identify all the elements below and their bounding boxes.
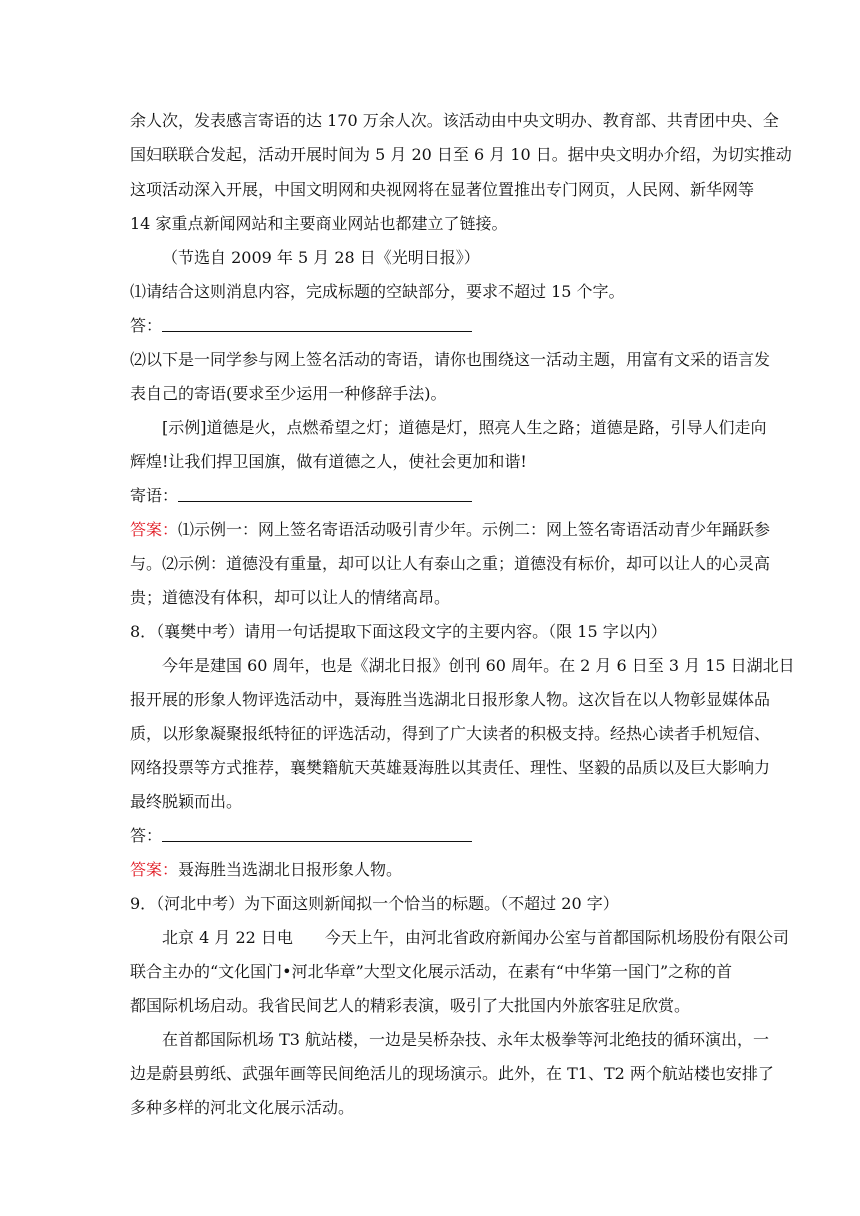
q8-passage-line: 报开展的形象人物评选活动中，聂海胜当选湖北日报形象人物。这次旨在以人物彰显媒体品 — [130, 690, 771, 709]
q8-passage-line: 网络投票等方式推荐，襄樊籍航天英雄聂海胜以其责任、理性、坚毅的品质以及巨大影响力 — [130, 758, 771, 777]
q9-passage-line: 都国际机场启动。我省民间艺人的精彩表演，吸引了大批国内外旅客驻足欣赏。 — [130, 996, 691, 1015]
q8-question: 8．（襄樊中考）请用一句话提取下面这段文字的主要内容。（限 15 字以内） — [130, 622, 667, 641]
q7-answer-line — [130, 520, 771, 540]
passage-line: 余人次，发表感言寄语的达 170 万余人次。该活动由中央文明办、教育部、共青团中央、全 — [130, 111, 779, 130]
q9-passage-line: 联合主办的“文化国门•河北华章”大型文化展示活动，在素有“中华第一国门”之称的首 — [130, 962, 733, 981]
passage-line: 14 家重点新闻网站和主要商业网站也都建立了链接。 — [130, 214, 508, 233]
q8-passage-line: 质，以形象凝聚报纸特征的评选活动，得到了广大读者的积极支持。经热心读者手机短信、 — [130, 724, 771, 743]
example-line: 辉煌!让我们捍卫国旗，做有道德之人，使社会更加和谐! — [130, 452, 527, 471]
q8-passage-line: 最终脱颖而出。 — [130, 792, 243, 811]
answer-text: ⑴示例一：网上签名寄语活动吸引青少年。示例二：网上签名寄语活动青少年踊跃参 — [178, 520, 771, 539]
q9-question: 9．（河北中考）为下面这则新闻拟一个恰当的标题。（不超过 20 字） — [130, 894, 619, 913]
source-citation: （节选自 2009 年 5 月 28 日《光明日报》） — [162, 248, 480, 267]
q9-passage-line: 边是蔚县剪纸、武强年画等民间绝活儿的现场演示。此外，在 T1、T2 两个航站楼也安排了 — [130, 1064, 774, 1083]
q9-passage-line: 多种多样的河北文化展示活动。 — [130, 1098, 355, 1117]
q9-passage-line: 北京 4 月 22 日电 今天上午，由河北省政府新闻办公室与首都国际机场股份有限公司 — [162, 928, 789, 947]
q8-passage-line: 今年是建国 60 周年，也是《湖北日报》创刊 60 周年。在 2 月 6 日至 3 月 15 日湖北日 — [162, 656, 795, 675]
example-line: [示例]道德是火，点燃希望之灯；道德是灯，照亮人生之路；道德是路，引导人们走向 — [162, 418, 767, 437]
answer-blank — [162, 331, 472, 332]
q7-part2-line: 表自己的寄语(要求至少运用一种修辞手法)。 — [130, 384, 447, 403]
q9-passage-line: 在首都国际机场 T3 航站楼，一边是吴桥杂技、永年太极拳等河北绝技的循环演出，一 — [162, 1030, 770, 1049]
q8-answer-line — [130, 860, 745, 880]
answer-text: 聂海胜当选湖北日报形象人物。 — [178, 860, 403, 879]
q7-part1: ⑴请结合这则消息内容，完成标题的空缺部分，要求不超过 15 个字。 — [130, 282, 625, 301]
q7-part2-line: ⑵以下是一同学参与网上签名活动的寄语，请你也围绕这一活动主题，用富有文采的语言发 — [130, 350, 771, 369]
answer-blank — [162, 841, 472, 842]
message-prompt: 寄语： — [130, 486, 179, 505]
answer-prompt: 答： — [130, 826, 163, 845]
message-blank — [178, 501, 472, 502]
answer-prompt: 答： — [130, 316, 163, 335]
q7-answer-line: 贵；道德没有体积，却可以让人的情绪高昂。 — [130, 588, 451, 607]
answer-label: 答案： — [130, 860, 179, 879]
passage-line: 国妇联联合发起，活动开展时间为 5 月 20 日至 6 月 10 日。据中央文明办介绍，为切实推动 — [130, 145, 792, 164]
q7-answer-line: 与。⑵示例：道德没有重量，却可以让人有泰山之重；道德没有标价，却可以让人的心灵高 — [130, 554, 771, 573]
answer-label: 答案： — [130, 520, 179, 539]
passage-line: 这项活动深入开展，中国文明网和央视网将在显著位置推出专门网页，人民网、新华网等 — [130, 180, 755, 199]
